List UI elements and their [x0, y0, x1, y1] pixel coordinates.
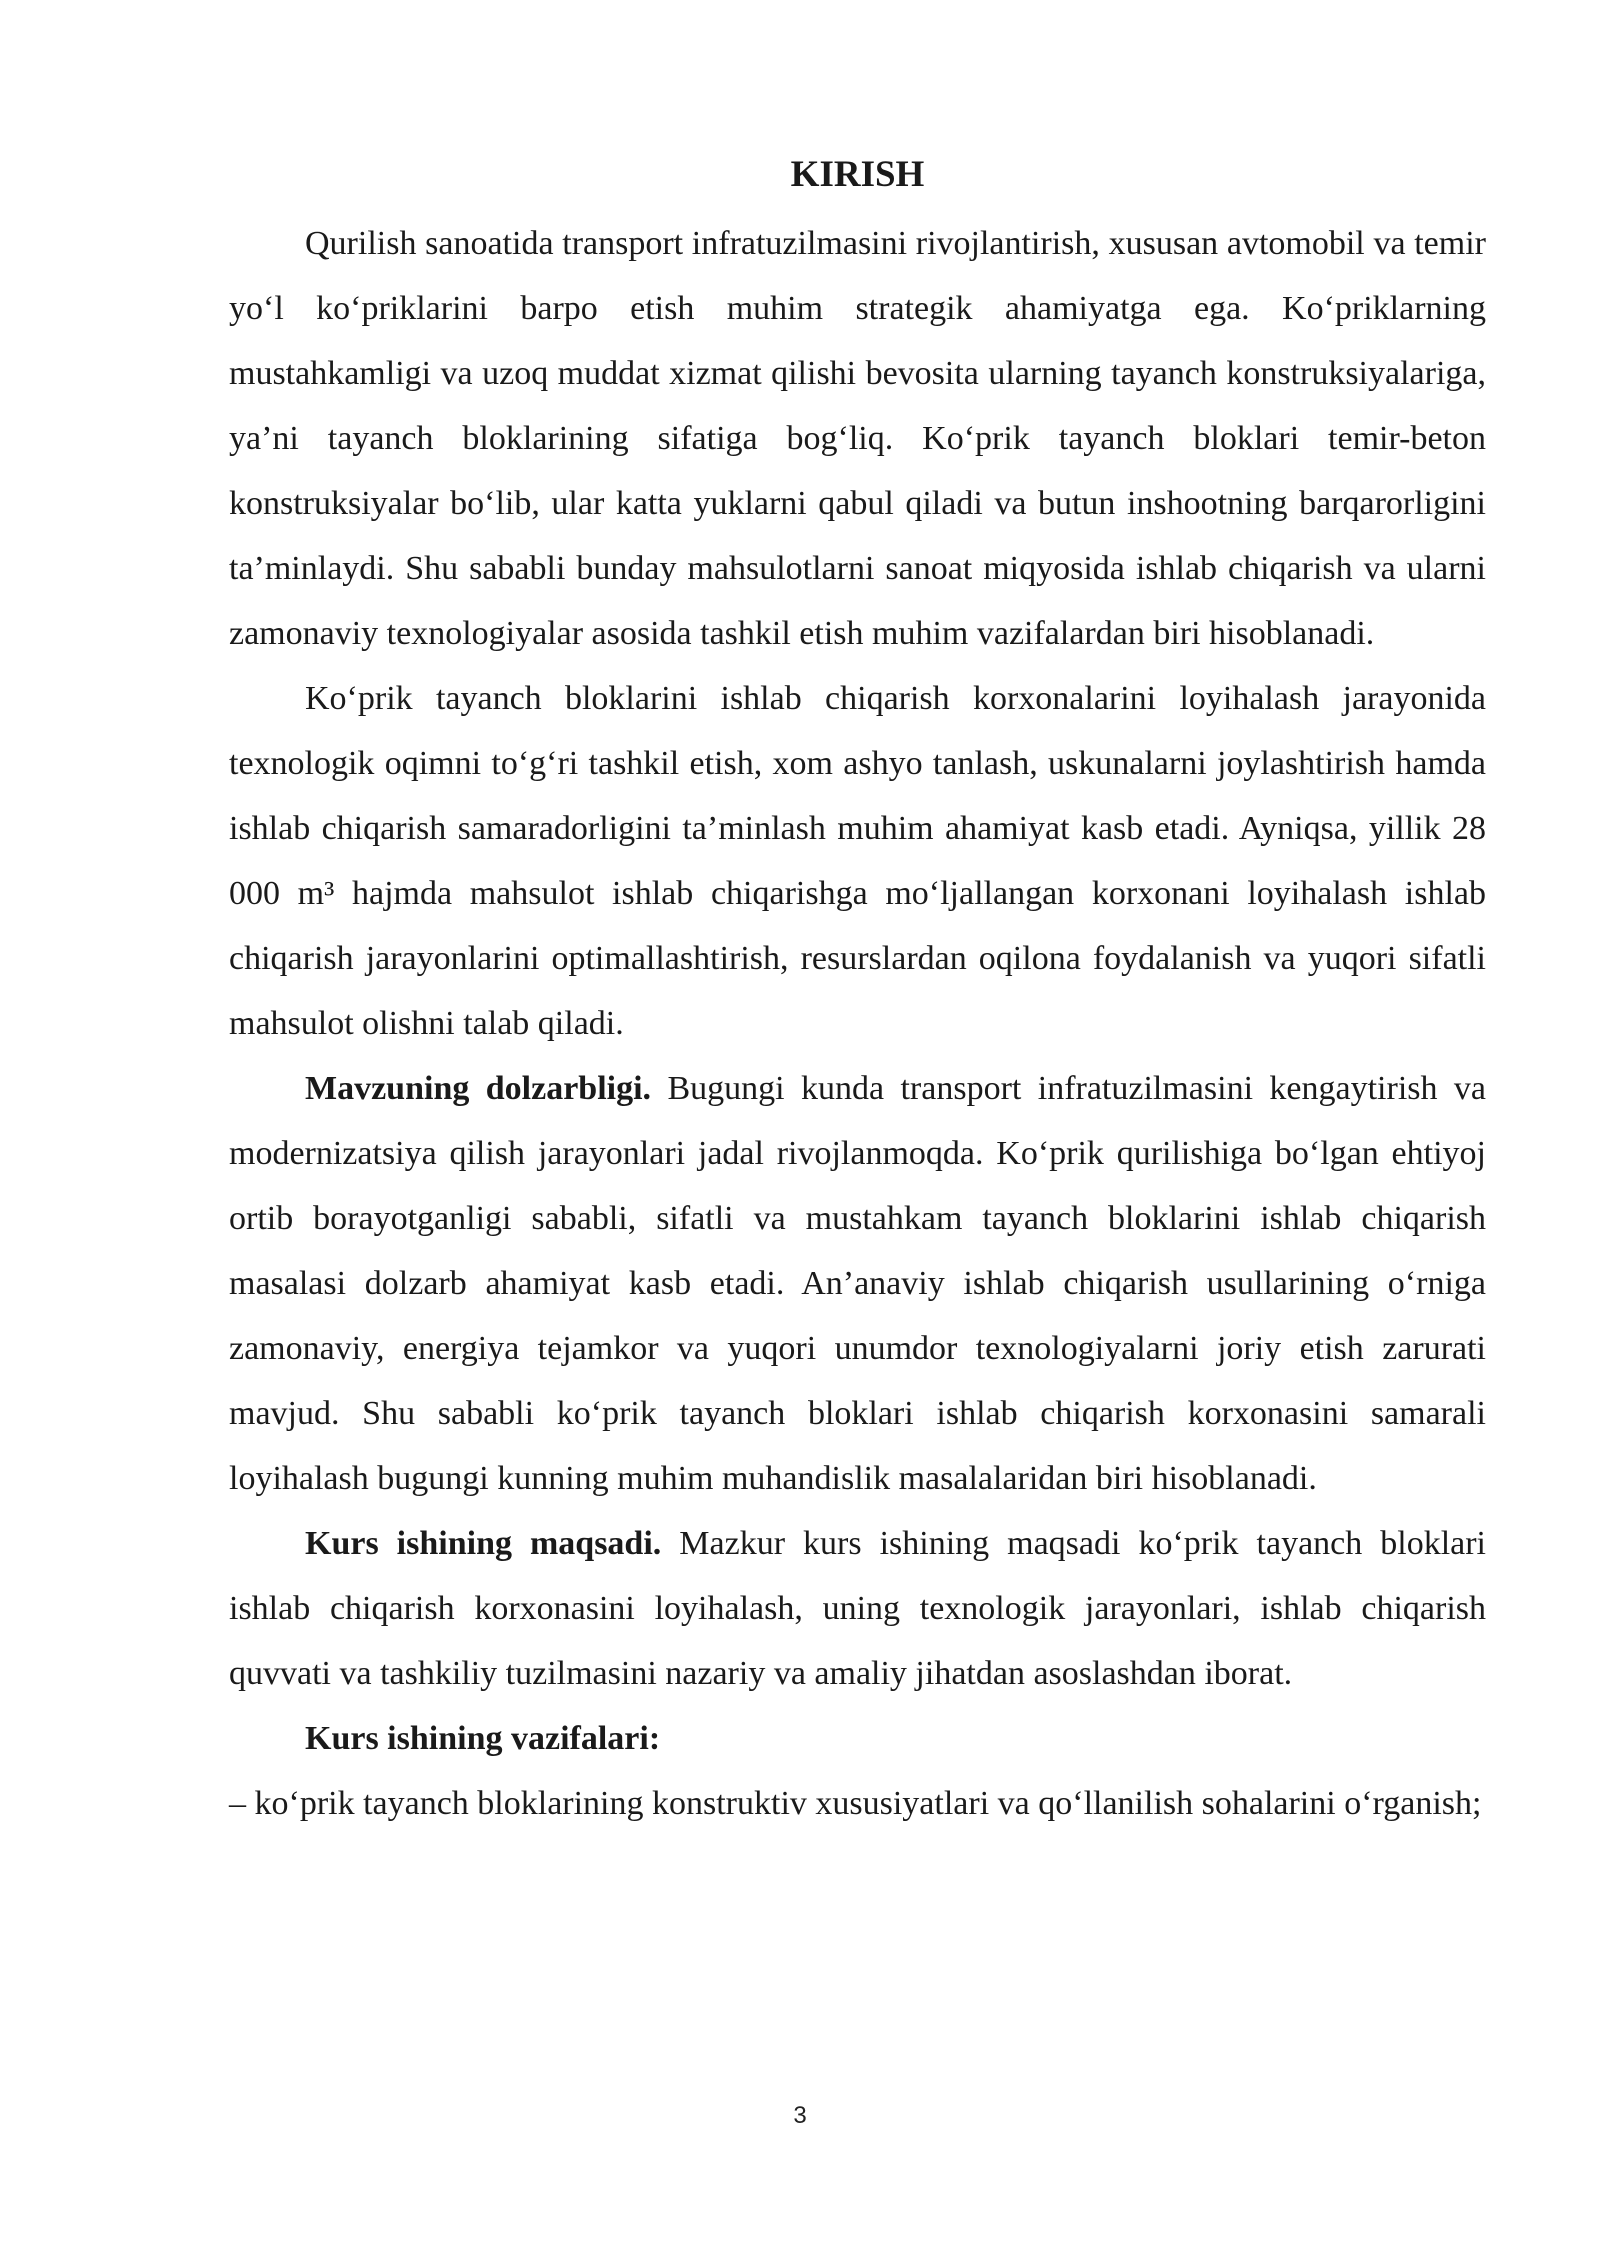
- section-heading: KIRISH: [790, 154, 925, 195]
- paragraph-design: [229, 666, 1486, 1056]
- paragraph-relevance: [229, 1056, 1486, 1511]
- paragraph-lead: Mavzuning dolzarbligi.: [305, 1070, 652, 1107]
- tasks-heading: Kurs ishining vazifalari:: [305, 1720, 661, 1757]
- paragraph-text: Ko‘prik tayanch bloklarini ishlab chiqarish korxonalarini loyihalash jarayonida texnologik oqimni to‘g‘ri tashkil etish, xom ashyo tanlash, uskunalarni joylashtirish hamda ishlab chiqarish samaradorligini ta’minlash muhim ahamiyat kasb etadi. Ayniqsa, yillik 28 000 m³ hajmda mahsulot ishlab chiqarishga mo‘ljallangan korxonani loyihalash ishlab chiqarish jarayonlarini optimallashtirish, resurslardan oqilona foydalanish va yuqori sifatli mahsulot olishni talab qiladi.: [229, 680, 1486, 1042]
- paragraph-text: Mazkur kurs ishining maqsadi ko‘prik tayanch bloklari ishlab chiqarish korxonasini loyihalash, uning texnologik jarayonlari, ishlab chiqarish quvvati va tashkiliy tuzilmasini nazariy va amaliy jihatdan asoslashdan iborat.: [229, 1525, 1486, 1692]
- paragraph-intro: [229, 211, 1486, 666]
- paragraph-goal: [229, 1511, 1486, 1706]
- page-number: 3: [793, 2102, 807, 2129]
- paragraph-lead: Kurs ishining maqsadi.: [305, 1525, 662, 1562]
- document-page: [229, 145, 1486, 1836]
- task-item: – ko‘prik tayanch bloklarining konstruktiv xususiyatlari va qo‘llanilish sohalarini o‘rganish;: [229, 1785, 1482, 1822]
- paragraph-text: Qurilish sanoatida transport infratuzilmasini rivojlantirish, xususan avtomobil va temir yo‘l ko‘priklarini barpo etish muhim strategik ahamiyatga ega. Ko‘priklarning mustahkamligi va uzoq muddat xizmat qilishi bevosita ularning tayanch konstruksiyalariga, ya’ni tayanch bloklarining sifatiga bog‘liq. Ko‘prik tayanch bloklari temir-beton konstruksiyalar bo‘lib, ular katta yuklarni qabul qiladi va butun inshootning barqarorligini ta’minlaydi. Shu sababli bunday mahsulotlarni sanoat miqyosida ishlab chiqarish va ularni zamonaviy texnologiyalar asosida tashkil etish muhim vazifalardan biri hisoblanadi.: [229, 225, 1486, 652]
- paragraph-text: Bugungi kunda transport infratuzilmasini kengaytirish va modernizatsiya qilish jarayonlari jadal rivojlanmoqda. Ko‘prik qurilishiga bo‘lgan ehtiyoj ortib borayotganligi sababli, sifatli va mustahkam tayanch bloklarini ishlab chiqarish masalasi dolzarb ahamiyat kasb etadi. An’anaviy ishlab chiqarish usullarining o‘rniga zamonaviy, energiya tejamkor va yuqori unumdor texnologiyalarni joriy etish zarurati mavjud. Shu sababli ko‘prik tayanch bloklari ishlab chiqarish korxonasini samarali loyihalash bugungi kunning muhim muhandislik masalalaridan biri hisoblanadi.: [229, 1070, 1486, 1497]
